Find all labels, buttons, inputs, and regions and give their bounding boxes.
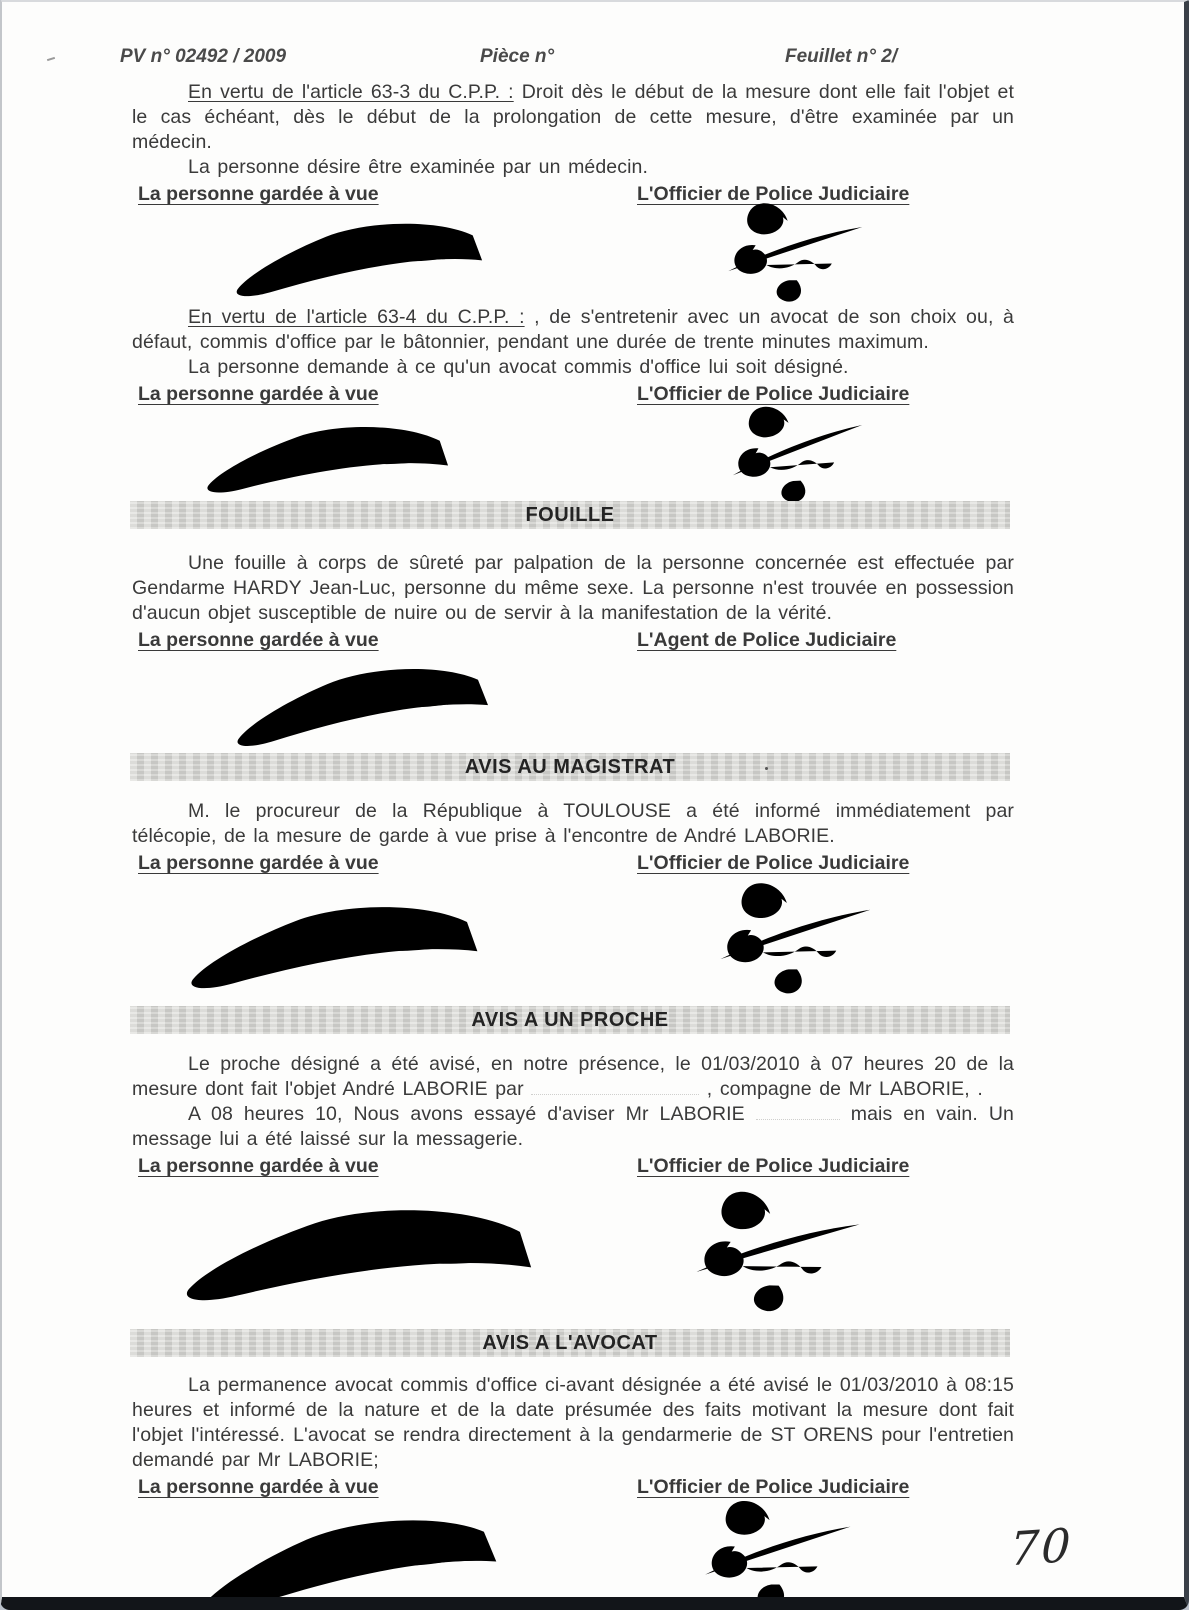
section-banner-avis-magistrat [130, 753, 1010, 781]
paragraph-avis-proche-2 [132, 1102, 1014, 1152]
banner-title: AVIS A UN PROCHE [471, 1009, 669, 1031]
article-63-4-body: , de s'entretenir avec un avocat de son choix ou, à défaut, commis d'office par le bâtonnier, pendant une durée de trente minutes maximum. [132, 306, 1014, 353]
label-detainee: La personne gardée à vue [138, 183, 379, 205]
label-detainee: La personne gardée à vue [138, 629, 379, 651]
signature-labels-row-6 [132, 1476, 1014, 1502]
section-banner-avis-avocat [130, 1329, 1010, 1357]
label-detainee: La personne gardée à vue [138, 1155, 379, 1177]
signature-officer [697, 874, 892, 1006]
article-63-4-lead: En vertu de l'article 63-4 du C.P.P. : [188, 306, 525, 328]
paragraph-avocat-demande: La personne demande à ce qu'un avocat commis d'office lui soit désigné. [188, 356, 849, 378]
paragraph-avis-avocat: La permanence avocat commis d'office ci-avant désignée a été avisé le 01/03/2010 à 08:15 heures et informé de la nature et de la date présumée des faits motivant la mesure dont fait l'objet l'intéressé. L'avocat se rendra directement à la gendarmerie de ST ORENS pour l'entretien demandé par Mr LABORIE; [132, 1374, 1014, 1471]
signature-zone-6 [132, 1502, 1014, 1610]
redacted-blank [531, 1081, 699, 1095]
paragraph-article-63-3 [132, 80, 1014, 155]
piece-number-label: Pièce n° [480, 46, 555, 67]
label-agent: L'Agent de Police Judiciaire [637, 629, 897, 651]
pv-number: PV n° 02492 / 2009 [120, 46, 287, 67]
paragraph-medecin-choice: La personne désire être examinée par un médecin. [188, 156, 648, 178]
paragraph-avis-magistrat: M. le procureur de la République à TOULOUSE a été informé immédiatement par télécopie, de la mesure de garde à vue prise à l'encontre de André LABORIE. [132, 800, 1014, 847]
signature-detainee [139, 1184, 575, 1326]
paragraph-fouille: Une fouille à corps de sûreté par palpation de la personne concernée est effectuée par Gendarme HARDY Jean-Luc, personne du même sexe. La personne n'est trouvée en possession d'aucun objet susceptible de nuire ou de servir à la manifestation de la vérité. [132, 552, 1014, 624]
banner-title: AVIS AU MAGISTRAT [464, 756, 676, 778]
label-officer: L'Officier de Police Judiciaire [637, 183, 910, 205]
signature-detainee [149, 657, 570, 752]
label-detainee: La personne gardée à vue [138, 1476, 379, 1498]
signature-zone-1 [132, 209, 1014, 305]
avis-proche-text-2b: mais en vain. Un message lui a été laissé sur la messagerie. [132, 1103, 1014, 1150]
signature-officer [682, 1492, 872, 1610]
label-detainee: La personne gardée à vue [138, 852, 379, 874]
signature-labels-row-3 [132, 629, 1014, 655]
avis-proche-text-2a: A 08 heures 10, Nous avons essayé d'aviser Mr LABORIE [188, 1103, 745, 1125]
label-officer: L'Officier de Police Judiciaire [637, 383, 910, 405]
signature-zone-4 [132, 878, 1014, 1006]
document-header [120, 46, 1014, 72]
signature-zone-2 [132, 409, 1014, 501]
redacted-blank [756, 1106, 840, 1120]
signature-officer [704, 392, 890, 517]
signature-officer [702, 195, 887, 313]
label-detainee: La personne gardée à vue [138, 383, 379, 405]
feuillet-number [785, 46, 897, 68]
banner-title: AVIS A L'AVOCAT [482, 1332, 658, 1354]
signature-labels-row-5 [132, 1155, 1014, 1181]
scan-artifact-speck [765, 767, 768, 770]
feuillet-value: 2/ [881, 46, 898, 67]
paragraph-avis-proche-1 [132, 1052, 1014, 1102]
signature-officer [675, 1180, 880, 1329]
signature-detainee [138, 1505, 551, 1610]
signature-zone-3 [132, 655, 1014, 753]
avis-proche-text-1b: , compagne de Mr LABORIE, . [706, 1078, 983, 1100]
scan-artifact-dash [47, 57, 55, 61]
section-banner-fouille [130, 501, 1010, 529]
banner-title: FOUILLE [525, 504, 615, 526]
avis-proche-text-1a: Le proche désigné a été avisé, en notre présence, le 01/03/2010 à 07 heures 20 de la mesure dont fait l'objet André LABORIE par [132, 1053, 1014, 1100]
signature-detainee [172, 215, 542, 301]
feuillet-label: Feuillet n° [785, 46, 876, 67]
section-banner-avis-proche [130, 1006, 1010, 1034]
label-officer: L'Officier de Police Judiciaire [637, 1476, 910, 1498]
label-officer: L'Officier de Police Judiciaire [637, 1155, 910, 1177]
signature-detainee [145, 411, 508, 508]
label-officer: L'Officier de Police Judiciaire [637, 852, 910, 874]
article-63-3-lead: En vertu de l'article 63-3 du C.P.P. : [188, 81, 514, 103]
signature-detainee [131, 893, 533, 1000]
handwritten-page-number: 70 [1009, 1517, 1074, 1577]
article-63-3-body: Droit dès le début de la mesure dont elle fait l'objet et le cas échéant, dès le début de la prolongation de cette mesure, d'être examinée par un médecin. [132, 81, 1014, 153]
signature-zone-5 [132, 1181, 1014, 1329]
